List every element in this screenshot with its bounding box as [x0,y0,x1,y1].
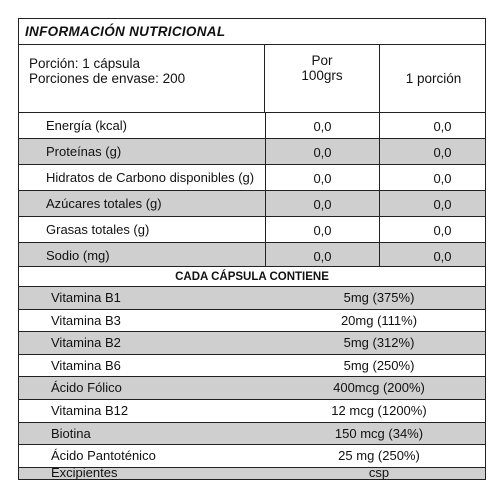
content-label: Ácido Fólico [51,380,122,396]
nutrient-value-per-100g: 0,0 [265,191,380,216]
nutrient-value-portion: 0,0 [433,145,452,160]
nutrient-row [19,243,485,267]
content-label: Biotina [51,425,91,441]
content-value: 25 mg (250%) [338,448,420,464]
content-value: 20mg (111%) [340,312,418,328]
servings-line: Porciones de envase: 200 [29,71,186,86]
nutrient-value-per-100g: 0,0 [265,139,380,164]
content-value: 5mg (250%) [343,357,415,373]
nutrient-row [19,139,485,165]
nutrient-value-per-100g: 0,0 [265,113,380,138]
content-label: Vitamina B2 [51,335,121,351]
content-row [19,400,485,423]
nutrition-facts-table [18,18,486,480]
table-header [19,45,485,113]
content-label: Vitamina B6 [51,357,121,373]
content-value: 5mg (375%) [343,290,415,305]
content-label: Excipientes [51,464,118,480]
nutrient-value-portion: 0,0 [433,249,452,264]
column-header-per-100g-line1: Por [311,53,333,68]
content-row [19,464,485,480]
nutrient-value-per-100g: 0,0 [265,165,380,190]
nutrient-value-per-100g: 0,0 [265,217,380,242]
nutrient-value-portion: 0,0 [433,119,452,134]
content-row [19,287,485,310]
nutrient-label: Energía (kcal) [46,118,127,133]
nutrient-row [19,191,485,217]
serving-info [19,45,265,112]
content-label: Ácido Pantoténico [51,448,156,464]
table-title: INFORMACIÓN NUTRICIONAL [19,19,485,45]
portion-line: Porción: 1 cápsula [29,56,141,71]
content-label: Vitamina B1 [51,290,121,305]
section-title: CADA CÁPSULA CONTIENE [19,267,485,287]
nutrient-label: Hidratos de Carbono disponibles (g) [46,170,255,185]
nutrient-value-portion: 0,0 [433,197,452,212]
content-label: Vitamina B3 [51,312,121,328]
nutrient-label: Proteínas (g) [46,144,122,159]
nutrient-row [19,217,485,243]
content-value: csp [368,464,390,480]
nutrient-value-portion: 0,0 [433,223,452,238]
nutrient-label: Azúcares totales (g) [46,196,162,211]
column-header-per-100g-line2: 100grs [301,68,343,83]
content-row [19,310,485,333]
nutrient-label: Sodio (mg) [46,248,110,263]
content-value: 150 mcg (34%) [334,425,424,441]
content-value: 12 mcg (1200%) [331,403,427,418]
content-row [19,377,485,400]
nutrient-label: Grasas totales (g) [46,222,150,237]
nutrient-row [19,165,485,191]
content-row [19,355,485,378]
content-value: 5mg (312%) [343,335,415,351]
nutrient-value-per-100g: 0,0 [265,243,380,266]
content-row [19,423,485,446]
column-header-portion: 1 porción [405,71,462,86]
nutrient-value-portion: 0,0 [433,171,452,186]
column-header-per-100g [265,45,380,112]
content-value: 400mcg (200%) [333,380,425,396]
content-label: Vitamina B12 [51,403,129,418]
content-row [19,332,485,355]
nutrient-row [19,113,485,139]
